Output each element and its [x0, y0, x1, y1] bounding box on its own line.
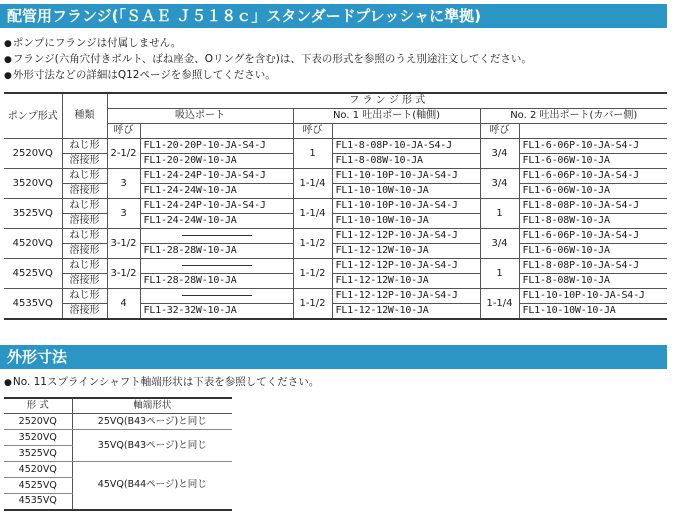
no1-part: FL1-10-10P-10-JA-S4-J — [332, 199, 480, 214]
header-pump-model: ポンプ形式 — [4, 93, 62, 139]
table-row — [4, 199, 667, 214]
model-cell: 3525VQ — [4, 446, 72, 462]
table-row — [4, 139, 667, 154]
table-row — [4, 259, 667, 274]
suction-part: FL1-20-20P-10-JA-S4-J — [140, 139, 293, 154]
type-cell: 溶接形 — [62, 184, 107, 199]
suction-part: FL1-28-28W-10-JA — [140, 244, 293, 259]
table-row — [4, 184, 667, 199]
not-available-dash — [140, 229, 293, 244]
shaft-end-table — [4, 397, 232, 511]
header-no2-port: No. 2 吐出ポート(カバー側) — [480, 109, 667, 124]
header-nominal: 呼び — [107, 124, 140, 139]
suction-part: FL1-24-24W-10-JA — [140, 214, 293, 229]
note-item — [4, 36, 181, 51]
type-cell: ねじ形 — [62, 169, 107, 184]
no1-size: 1-1/4 — [293, 169, 332, 199]
table-row — [4, 214, 667, 229]
type-cell: ねじ形 — [62, 139, 107, 154]
no1-part: FL1-12-12W-10-JA — [332, 274, 480, 289]
pump-model: 3520VQ — [4, 169, 62, 199]
pump-model: 4520VQ — [4, 229, 62, 259]
suction-part: FL1-24-24W-10-JA — [140, 184, 293, 199]
flange-table — [4, 92, 667, 320]
no1-part: FL1-10-10P-10-JA-S4-J — [332, 169, 480, 184]
no2-part: FL1-8-08P-10-JA-S4-J — [519, 259, 667, 274]
header-type: 種類 — [62, 93, 107, 139]
suction-part: FL1-32-32W-10-JA — [140, 304, 293, 320]
bullet-icon: ● — [4, 55, 12, 65]
no2-size: 3/4 — [480, 139, 519, 169]
no1-part: FL1-10-10W-10-JA — [332, 184, 480, 199]
pump-model: 4535VQ — [4, 289, 62, 320]
pump-model: 4525VQ — [4, 259, 62, 289]
table-row — [4, 244, 667, 259]
model-cell: 3520VQ — [4, 430, 72, 446]
note-text: 外形寸法などの詳細はQ12ページを参照してください。 — [12, 69, 276, 81]
note-text: フランジ(六角穴付きボルト、ばね座金、Oリングを含む)は、下表の形式を参照のうえ別途注文してください。 — [12, 53, 532, 65]
shaft-end-cell: 25VQ(B43ページ)と同じ — [72, 414, 232, 430]
table-row — [4, 229, 667, 244]
bullet-icon: ● — [4, 378, 12, 388]
table-row — [4, 430, 232, 446]
suction-size: 3 — [107, 199, 140, 229]
type-cell: 溶接形 — [62, 274, 107, 289]
no2-part: FL1-6-06W-10-JA — [519, 154, 667, 169]
suction-part: FL1-28-28W-10-JA — [140, 274, 293, 289]
no1-part: FL1-10-10W-10-JA — [332, 214, 480, 229]
type-cell: ねじ形 — [62, 199, 107, 214]
header-nominal: 呼び — [293, 124, 332, 139]
no1-part: FL1-12-12P-10-JA-S4-J — [332, 259, 480, 274]
table-row — [4, 414, 232, 430]
no2-part: FL1-6-06P-10-JA-S4-J — [519, 229, 667, 244]
table-row — [4, 304, 667, 320]
table-row — [4, 289, 667, 304]
header-suction-port: 吸込ポート — [107, 109, 293, 124]
suction-size: 3 — [107, 169, 140, 199]
section-title-flange: 配管用フランジ(「ＳＡＥ Ｊ５１８ｃ」スタンダードプレッシャに準拠) — [0, 4, 667, 28]
suction-part: FL1-20-20W-10-JA — [140, 154, 293, 169]
header-no1-port: No. 1 吐出ポート(軸側) — [293, 109, 480, 124]
no1-size: 1 — [293, 139, 332, 169]
no2-part: FL1-8-08W-10-JA — [519, 274, 667, 289]
note-item — [4, 68, 276, 83]
model-cell: 4525VQ — [4, 478, 72, 494]
section-title-dimensions: 外形寸法 — [0, 345, 667, 369]
no1-part: FL1-12-12W-10-JA — [332, 304, 480, 320]
note-text: ポンプにフランジは付属しません。 — [12, 37, 182, 49]
no1-part: FL1-12-12W-10-JA — [332, 244, 480, 259]
no1-size: 1-1/2 — [293, 259, 332, 289]
note-item — [4, 375, 319, 390]
model-cell: 4535VQ — [4, 494, 72, 510]
no2-size: 3/4 — [480, 229, 519, 259]
table-row — [4, 462, 232, 478]
pump-model: 2520VQ — [4, 139, 62, 169]
type-cell: 溶接形 — [62, 244, 107, 259]
no2-size: 3/4 — [480, 169, 519, 199]
model-cell: 4520VQ — [4, 462, 72, 478]
no2-part: FL1-8-08P-10-JA-S4-J — [519, 199, 667, 214]
type-cell: ねじ形 — [62, 229, 107, 244]
type-cell: 溶接形 — [62, 214, 107, 229]
table-row — [4, 274, 667, 289]
no2-part: FL1-6-06W-10-JA — [519, 244, 667, 259]
suction-size: 4 — [107, 289, 140, 320]
header-flange-model: フ ラ ン ジ 形 式 — [107, 93, 667, 109]
no2-part: FL1-10-10W-10-JA — [519, 304, 667, 320]
no1-part: FL1-8-08P-10-JA-S4-J — [332, 139, 480, 154]
header-nominal: 呼び — [480, 124, 519, 139]
type-cell: 溶接形 — [62, 304, 107, 320]
note-text: No. 11スプラインシャフト軸端形状は下表を参照してください。 — [12, 376, 320, 388]
suction-part: FL1-24-24P-10-JA-S4-J — [140, 169, 293, 184]
shaft-end-cell: 45VQ(B44ページ)と同じ — [72, 462, 232, 510]
shaft-end-cell: 35VQ(B43ページ)と同じ — [72, 430, 232, 462]
note-item — [4, 52, 532, 67]
not-available-dash — [140, 259, 293, 274]
suction-size: 3-1/2 — [107, 229, 140, 259]
no1-size: 1-1/4 — [293, 199, 332, 229]
no1-size: 1-1/2 — [293, 289, 332, 320]
no1-part: FL1-12-12P-10-JA-S4-J — [332, 229, 480, 244]
pump-model: 3525VQ — [4, 199, 62, 229]
no1-part: FL1-12-12P-10-JA-S4-J — [332, 289, 480, 304]
model-cell: 2520VQ — [4, 414, 72, 430]
no1-size: 1-1/2 — [293, 229, 332, 259]
no2-part: FL1-10-10P-10-JA-S4-J — [519, 289, 667, 304]
header-model: 形 式 — [4, 398, 72, 414]
suction-size: 2-1/2 — [107, 139, 140, 169]
no2-part: FL1-6-06P-10-JA-S4-J — [519, 139, 667, 154]
no1-part: FL1-8-08W-10-JA — [332, 154, 480, 169]
bullet-icon: ● — [4, 71, 12, 81]
no2-size: 1 — [480, 259, 519, 289]
suction-part: FL1-24-24P-10-JA-S4-J — [140, 199, 293, 214]
no2-part: FL1-8-08W-10-JA — [519, 214, 667, 229]
no2-part: FL1-6-06P-10-JA-S4-J — [519, 169, 667, 184]
no2-part: FL1-6-06W-10-JA — [519, 184, 667, 199]
no2-size: 1 — [480, 199, 519, 229]
no2-size: 1-1/4 — [480, 289, 519, 320]
header-shaft-end: 軸端形状 — [72, 398, 232, 414]
type-cell: 溶接形 — [62, 154, 107, 169]
suction-size: 3-1/2 — [107, 259, 140, 289]
bullet-icon: ● — [4, 39, 12, 49]
table-row — [4, 154, 667, 169]
type-cell: ねじ形 — [62, 259, 107, 274]
table-row — [4, 169, 667, 184]
not-available-dash — [140, 289, 293, 304]
type-cell: ねじ形 — [62, 289, 107, 304]
